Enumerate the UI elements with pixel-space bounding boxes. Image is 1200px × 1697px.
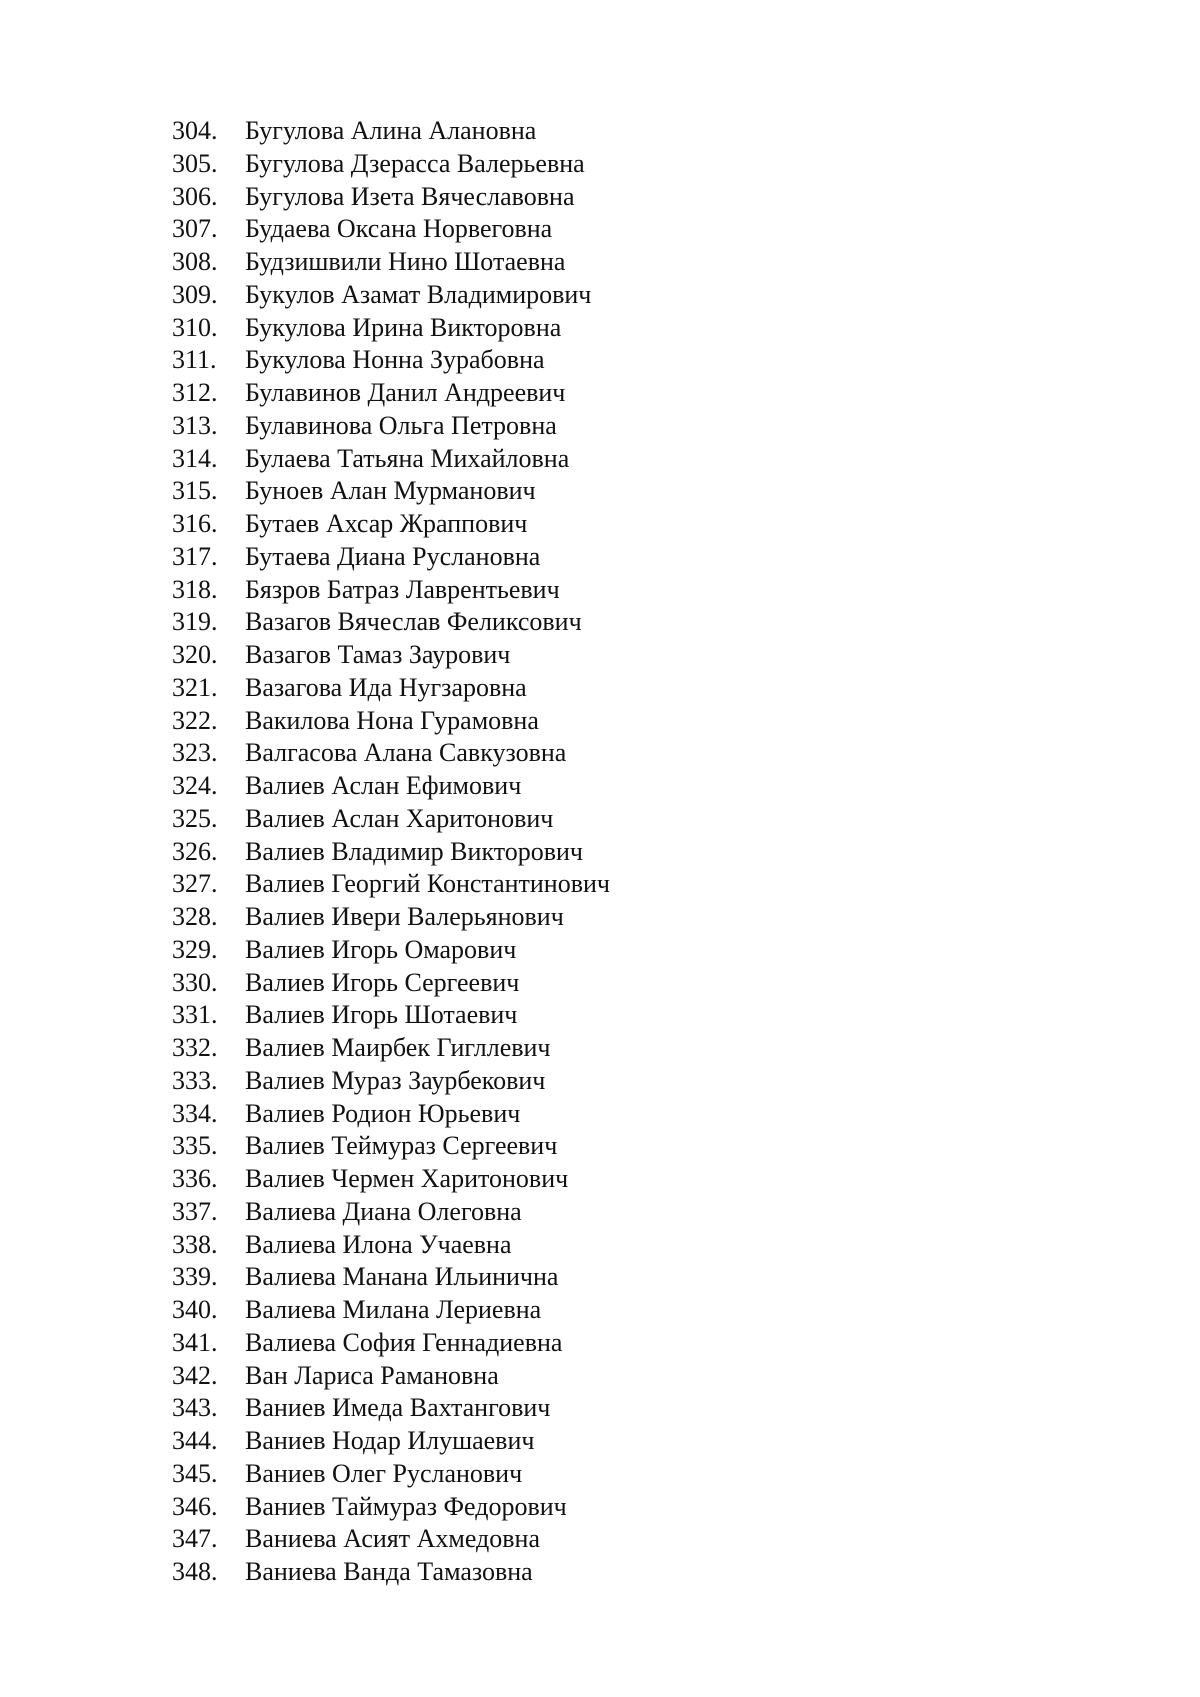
list-item [172, 1261, 610, 1294]
list-item [172, 1360, 610, 1393]
entry-name: Валиев Аслан Харитонович [245, 803, 554, 833]
list-item [172, 934, 610, 967]
entry-number: 321. [172, 672, 218, 702]
list-item [172, 737, 610, 770]
list-item [172, 1523, 610, 1556]
entry-number: 305. [172, 148, 218, 178]
entry-number: 320. [172, 640, 218, 669]
entry-number: 347. [172, 1524, 218, 1554]
entry-number: 328. [172, 902, 218, 931]
entry-number: 326. [172, 836, 218, 866]
entry-name: Ваниев Нодар Илушаевич [245, 1426, 535, 1455]
list-item [172, 1098, 610, 1131]
entry-name: Валиева Илона Учаевна [245, 1229, 512, 1259]
entry-name: Ваниев Имеда Вахтангович [245, 1393, 551, 1423]
list-item [172, 1491, 610, 1524]
list-item [172, 999, 610, 1032]
entry-number: 304. [172, 116, 218, 145]
list-item [172, 1425, 610, 1458]
entry-number: 311. [172, 345, 217, 375]
entry-number: 343. [172, 1393, 218, 1423]
list-item [172, 901, 610, 934]
list-item [172, 344, 610, 377]
entry-number: 322. [172, 705, 218, 735]
list-item [172, 606, 610, 639]
entry-number: 315. [172, 476, 218, 506]
list-item [172, 115, 610, 148]
list-item [172, 672, 610, 705]
list-item [172, 443, 610, 476]
entry-name: Ваниев Таймураз Федорович [245, 1491, 567, 1521]
entry-name: Ваниев Олег Русланович [245, 1458, 523, 1488]
entry-name: Бязров Батраз Лаврентьевич [245, 574, 560, 604]
entry-name: Вазагова Ида Нугзаровна [245, 672, 527, 702]
list-item [172, 1327, 610, 1360]
entry-name: Валгасова Алана Савкузовна [245, 738, 567, 768]
list-item [172, 1065, 610, 1098]
entry-number: 342. [172, 1360, 218, 1390]
entry-number: 348. [172, 1557, 218, 1586]
entry-name: Валиев Теймураз Сергеевич [245, 1131, 558, 1161]
entry-name: Букулова Ирина Викторовна [245, 312, 562, 342]
entry-name: Ваниева Ванда Тамазовна [245, 1557, 533, 1586]
entry-name: Бутаева Диана Руслановна [245, 541, 541, 571]
entry-name: Вазагов Вячеслав Феликсович [245, 607, 582, 637]
entry-number: 339. [172, 1262, 218, 1292]
entry-name: Букулова Нонна Зурабовна [245, 345, 545, 375]
entry-name: Валиева София Геннадиевна [245, 1327, 563, 1357]
list-item [172, 377, 610, 410]
list-item [172, 639, 610, 672]
entry-number: 333. [172, 1065, 218, 1095]
entry-number: 336. [172, 1164, 218, 1193]
list-item [172, 213, 610, 246]
entry-number: 327. [172, 869, 218, 899]
entry-name: Вазагов Тамаз Заурович [245, 640, 511, 669]
list-item [172, 1392, 610, 1425]
entry-number: 310. [172, 312, 218, 342]
entry-number: 340. [172, 1295, 218, 1324]
name-list [172, 115, 610, 1589]
entry-number: 306. [172, 181, 218, 211]
list-item [172, 279, 610, 312]
entry-number: 307. [172, 214, 218, 244]
entry-name: Букулов Азамат Владимирович [245, 279, 592, 309]
list-item [172, 705, 610, 738]
entry-number: 330. [172, 967, 218, 997]
entry-number: 338. [172, 1229, 218, 1259]
entry-name: Валиев Мураз Заурбекович [245, 1065, 546, 1095]
entry-name: Валиев Маирбек Гигллевич [245, 1033, 551, 1062]
entry-name: Вакилова Нона Гурамовна [245, 705, 539, 735]
list-item [172, 967, 610, 1000]
entry-number: 332. [172, 1033, 218, 1062]
list-item [172, 1458, 610, 1491]
entry-number: 316. [172, 509, 218, 538]
list-item [172, 1163, 610, 1196]
entry-number: 324. [172, 771, 218, 800]
list-item [172, 312, 610, 345]
entry-number: 329. [172, 934, 218, 964]
entry-number: 346. [172, 1491, 218, 1521]
list-item [172, 475, 610, 508]
list-item [172, 574, 610, 607]
list-item [172, 148, 610, 181]
list-item [172, 410, 610, 443]
entry-name: Бугулова Дзерасса Валерьевна [245, 148, 585, 178]
list-item [172, 868, 610, 901]
entry-name: Валиев Игорь Шотаевич [245, 1000, 518, 1030]
entry-number: 319. [172, 607, 218, 637]
entry-name: Валиева Диана Олеговна [245, 1196, 522, 1226]
entry-number: 323. [172, 738, 218, 768]
entry-name: Валиев Аслан Ефимович [245, 771, 522, 800]
list-item [172, 1294, 610, 1327]
list-item [172, 770, 610, 803]
entry-name: Бугулова Изета Вячеславовна [245, 181, 575, 211]
entry-name: Буноев Алан Мурманович [245, 476, 536, 506]
entry-name: Ваниева Асият Ахмедовна [245, 1524, 541, 1554]
entry-name: Будаева Оксана Норвеговна [245, 214, 553, 244]
entry-name: Валиев Ивери Валерьянович [245, 902, 564, 931]
entry-number: 335. [172, 1131, 218, 1161]
list-item [172, 836, 610, 869]
entry-number: 309. [172, 279, 218, 309]
entry-name: Валиев Родион Юрьевич [245, 1098, 521, 1128]
entry-number: 331. [172, 1000, 218, 1030]
entry-name: Будзишвили Нино Шотаевна [245, 247, 566, 276]
list-item [172, 803, 610, 836]
list-item [172, 1032, 610, 1065]
list-item [172, 508, 610, 541]
entry-number: 313. [172, 410, 218, 440]
list-item [172, 1229, 610, 1262]
list-item [172, 181, 610, 214]
entry-number: 308. [172, 247, 218, 276]
entry-name: Валиев Чермен Харитонович [245, 1164, 569, 1193]
entry-number: 345. [172, 1458, 218, 1488]
entry-number: 337. [172, 1196, 218, 1226]
list-item [172, 246, 610, 279]
list-item [172, 1556, 610, 1589]
entry-name: Булавинов Данил Андреевич [245, 378, 566, 407]
entry-name: Бугулова Алина Алановна [245, 116, 537, 145]
list-item [172, 1196, 610, 1229]
entry-number: 318. [172, 574, 218, 604]
entry-name: Валиев Владимир Викторович [245, 836, 584, 866]
entry-name: Валиева Милана Лериевна [245, 1295, 542, 1324]
entry-name: Валиев Игорь Омарович [245, 934, 517, 964]
entry-name: Ван Лариса Рамановна [245, 1360, 499, 1390]
entry-number: 317. [172, 541, 218, 571]
entry-number: 312. [172, 378, 218, 407]
entry-number: 344. [172, 1426, 218, 1455]
entry-name: Валиев Георгий Константинович [245, 869, 610, 899]
entry-number: 325. [172, 803, 218, 833]
entry-number: 334. [172, 1098, 218, 1128]
entry-number: 341. [172, 1327, 218, 1357]
list-item [172, 541, 610, 574]
entry-name: Булаева Татьяна Михайловна [245, 443, 570, 473]
entry-name: Валиев Игорь Сергеевич [245, 967, 520, 997]
entry-name: Булавинова Ольга Петровна [245, 410, 557, 440]
entry-name: Бутаев Ахсар Жраппович [245, 509, 528, 538]
entry-number: 314. [172, 443, 218, 473]
list-item [172, 1130, 610, 1163]
entry-name: Валиева Манана Ильинична [245, 1262, 559, 1292]
